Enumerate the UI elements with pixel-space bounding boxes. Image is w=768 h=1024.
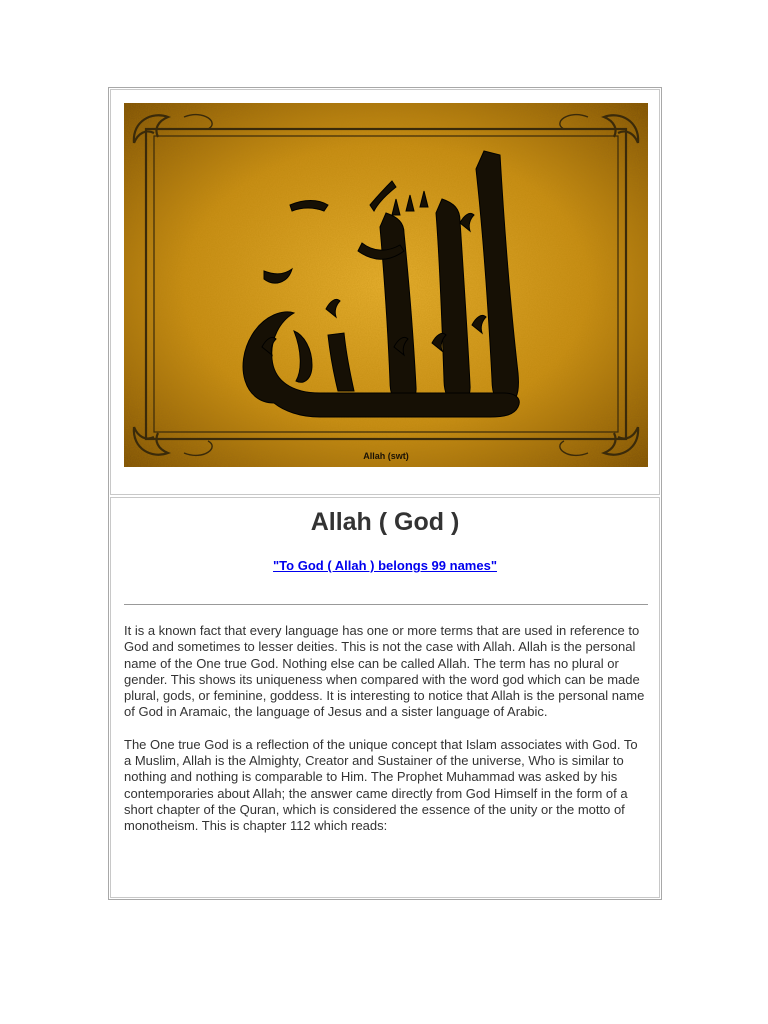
image-caption: Allah (swt)	[363, 451, 409, 461]
paragraph: It is a known fact that every language has one or more terms that are used in reference to God and sometimes to lesser deities. This is not the case with Allah. Allah is the personal name of the One true God. Nothing else can be called Allah. The term has no plural or gender. This shows its uniqueness when compared with the word god which can be made plural, gods, or feminine, goddess. It is interesting to notice that Allah is the personal name of God in Aramaic, the language of Jesus and a sister language of Arabic.	[124, 623, 645, 720]
subtitle-link-container	[111, 558, 659, 573]
horizontal-divider	[124, 604, 648, 605]
allah-calligraphy-image	[124, 103, 648, 467]
content-table	[108, 87, 662, 900]
names-link[interactable]: "To God ( Allah ) belongs 99 names"	[273, 558, 497, 573]
image-cell	[110, 89, 660, 495]
page-title: Allah ( God )	[310, 508, 460, 536]
text-cell	[110, 497, 660, 898]
article-body	[124, 623, 648, 851]
paragraph: The One true God is a reflection of the unique concept that Islam associates with God. To a Muslim, Allah is the Almighty, Creator and Sustainer of the universe, Who is similar to nothing and nothing is comparable to Him. The Prophet Muhammad was asked by his contemporaries about Allah; the answer came directly from God Himself in the form of a short chapter of the Quran, which is considered the essence of the unity or the motto of monotheism. This is chapter 112 which reads:	[124, 736, 638, 834]
